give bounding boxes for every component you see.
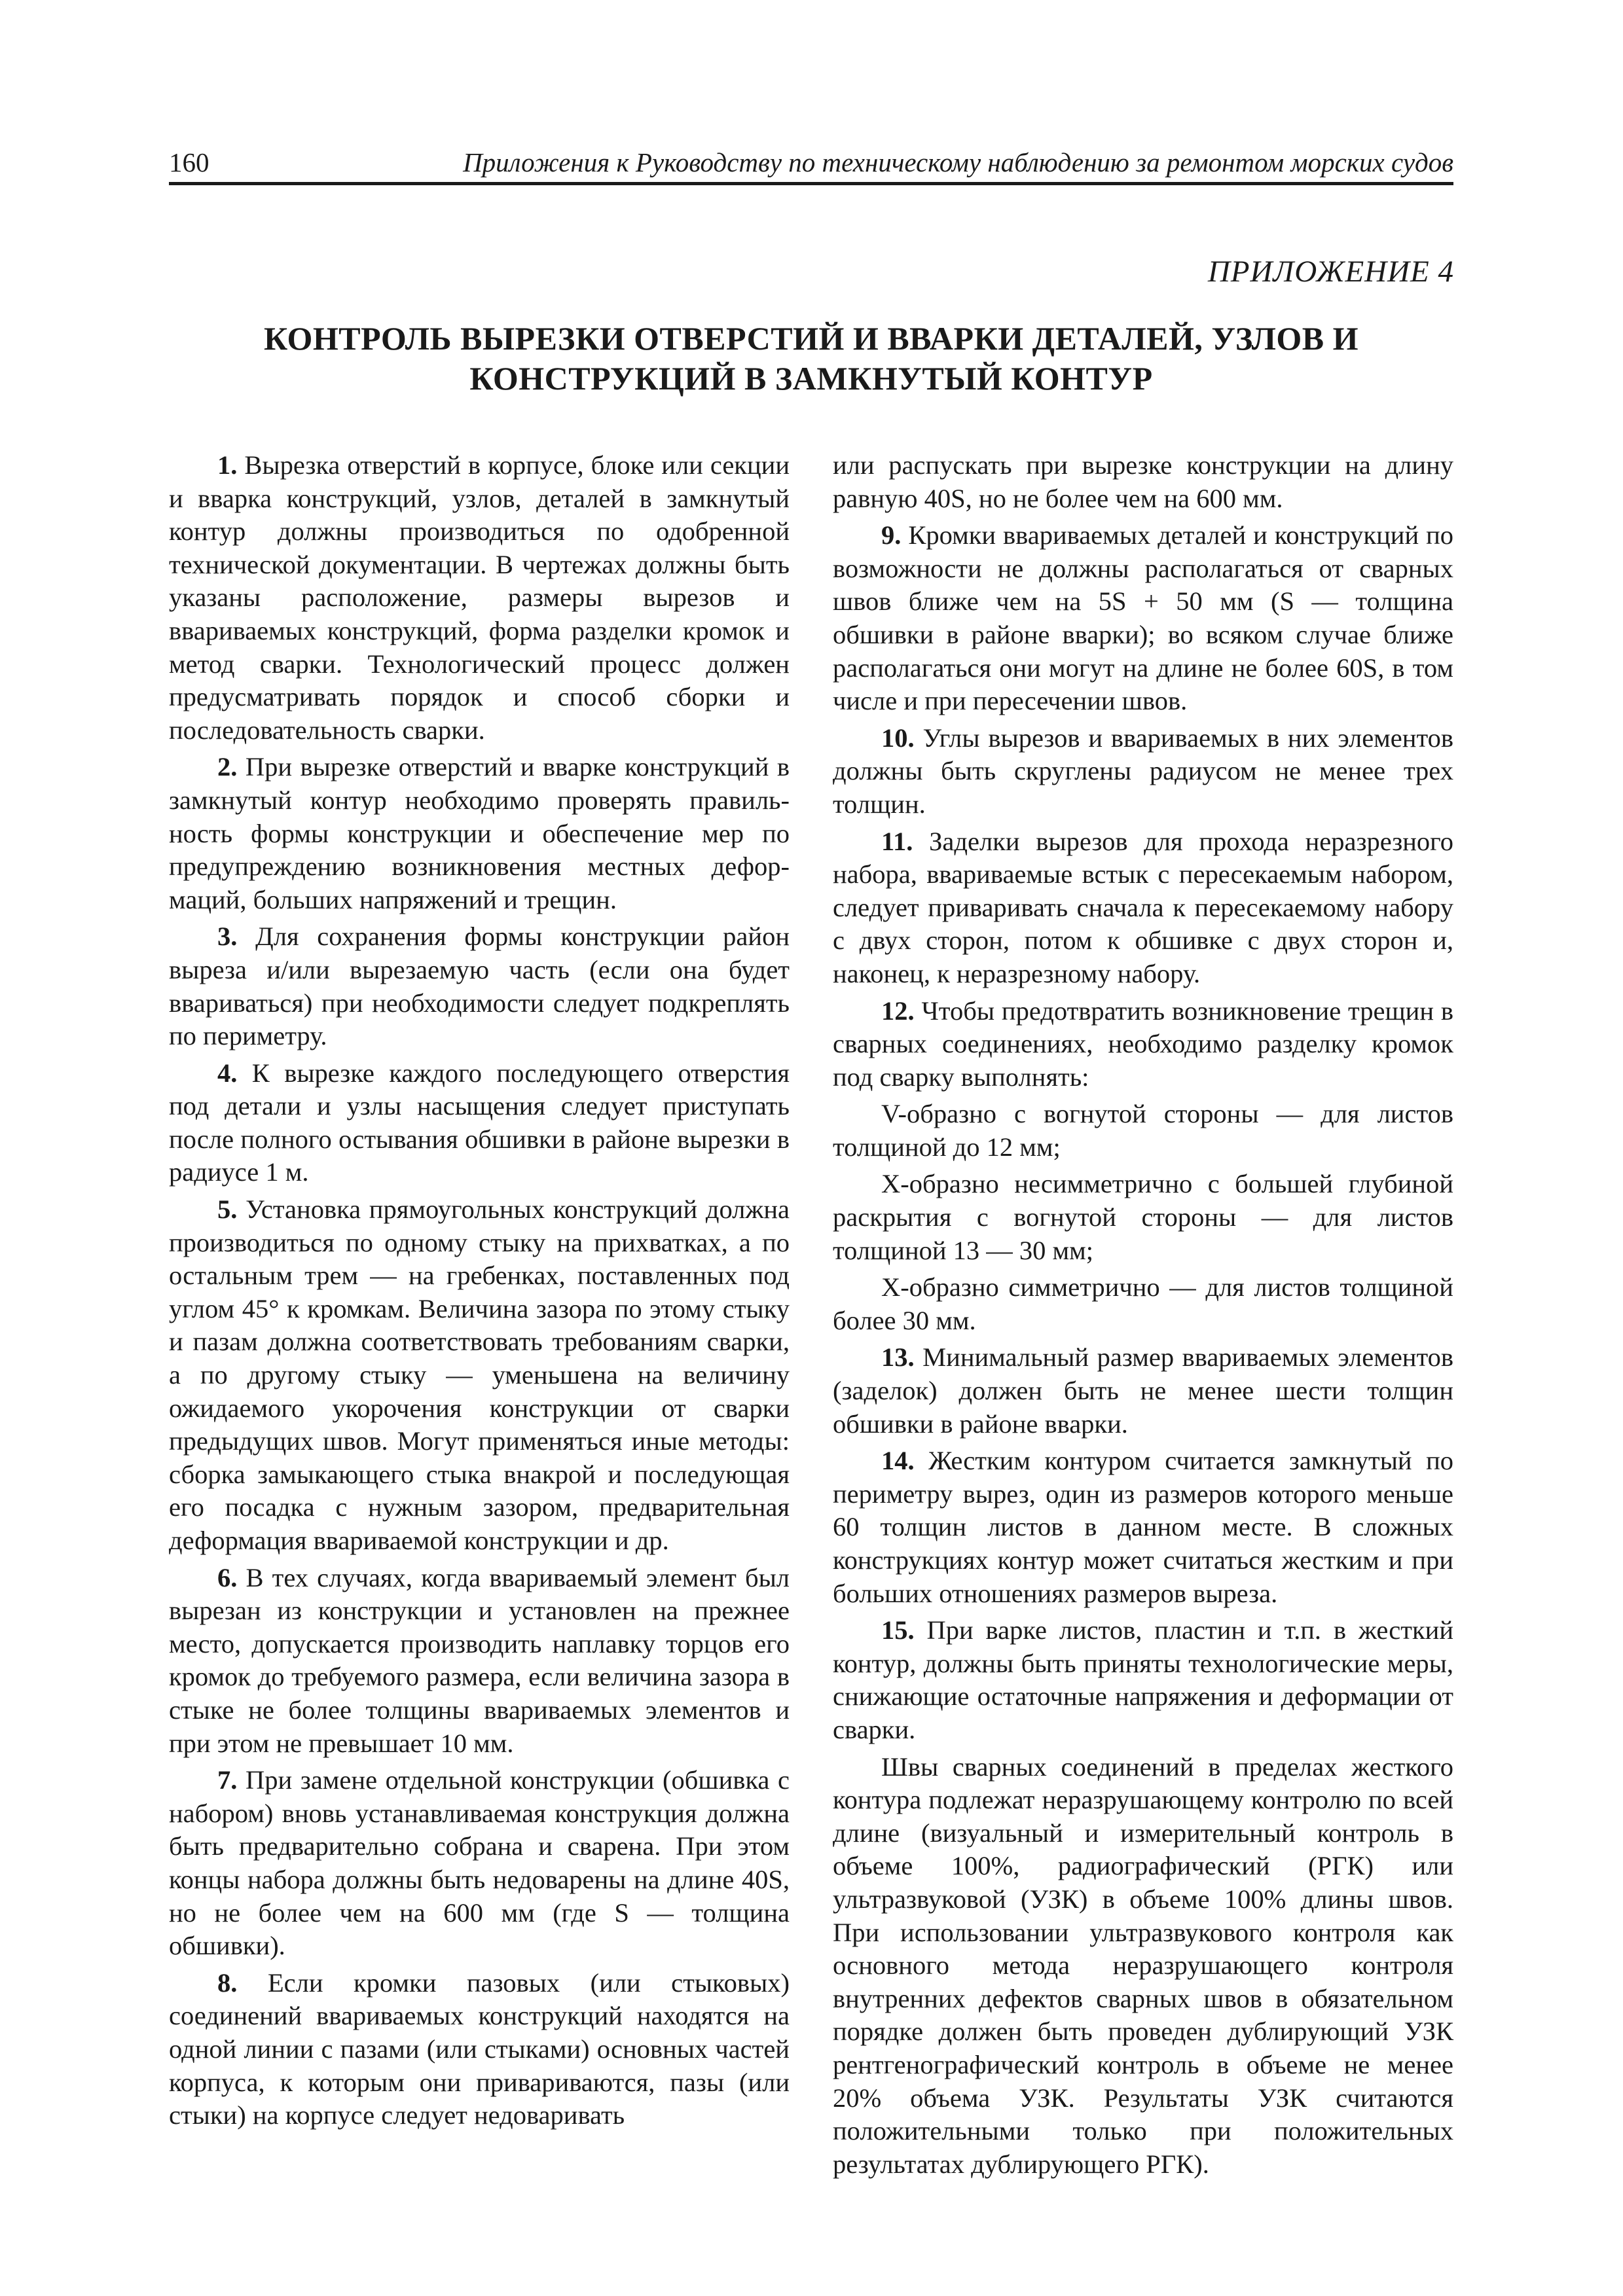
paragraph-number: 1. xyxy=(217,450,238,480)
paragraph-number: 15. xyxy=(881,1615,915,1645)
paragraph-text: При вырезке отверстий и вварке конструкций в замкнутый контур необходимо проверять правильность формы конструкции и обеспечение мер по предупреждению возникновения местных деформаций, больших напряжений и трещин. xyxy=(169,752,790,914)
paragraph xyxy=(833,1168,1453,1267)
paragraph-number: 8. xyxy=(217,1967,238,1998)
paragraph xyxy=(169,1967,790,2132)
paragraph-text: V-образно с вогнутой стороны — для листов толщиной до 12 мм; xyxy=(833,1099,1453,1162)
paragraph-number: 2. xyxy=(217,752,238,782)
paragraph xyxy=(169,1193,790,1558)
paragraph-number: 4. xyxy=(217,1058,238,1088)
paragraph-number: 6. xyxy=(217,1562,238,1592)
paragraph-number: 12. xyxy=(881,996,915,1026)
paragraph-text: Жестким контуром считается замкнутый по периметру вырез, один из размеров которого меньше 60 толщин листов в данном месте. В сложных конструкциях контур может считаться жестким и при больших отношениях размеров выреза. xyxy=(833,1446,1453,1608)
paragraph-number: 7. xyxy=(217,1765,238,1795)
paragraph xyxy=(833,1751,1453,2181)
paragraph xyxy=(833,1444,1453,1610)
running-header xyxy=(169,143,1453,185)
paragraph-number: 3. xyxy=(217,922,238,952)
paragraph-text: При замене отдельной конструкции (обшивка с набором) вновь устанавливаемая конструкция должна быть предварительно собрана и сварена. При этом концы набора должны быть недоварены на длине 40S, но не более чем на 600 мм (где S — толщина обшивки). xyxy=(169,1765,790,1961)
paragraph-number: 11. xyxy=(881,826,913,856)
paragraph-text: X-образно несимметрично с большей глубиной раскрытия с вогнутой стороны — для листов толщиной 13 — 30 мм; xyxy=(833,1169,1453,1265)
paragraph-text: В тех случаях, когда ввариваемый элемент был вырезан из конструкции и установлен на прежнее место, допускается производить наплавку торцов его кромок до требуемого размера, если величина зазора в стыке не более толщины ввариваемых элементов и при этом не превышает 10 мм. xyxy=(169,1562,790,1758)
paragraph-text: Заделки вырезов для прохода неразрезного набора, ввариваемые встык с пересекаемым набором, следует приваривать сначала к пересекаемому набору с двух сторон, потом к обшивке с двух сторон и, наконец, к неразрезному набору. xyxy=(833,826,1453,988)
page-number: 160 xyxy=(169,147,210,177)
paragraph-text: Для сохранения формы конструкции район выреза и/или вырезаемую часть (если она будет ввариваться) при необходимости следует подкреплять по периметру. xyxy=(169,922,790,1051)
paragraph xyxy=(833,1614,1453,1746)
left-column xyxy=(169,449,790,2136)
paragraph-text: Чтобы предотвратить возникновение трещин в сварных соединениях, необходимо разделку кромок под сварку выполнять: xyxy=(833,996,1453,1092)
paragraph xyxy=(833,722,1453,821)
paragraph-text: К вырезке каждого последующего отверстия под детали и узлы насыщения следует приступать после полного остывания обшивки в районе вырезки в радиусе 1 м. xyxy=(169,1058,790,1187)
paragraph-number: 13. xyxy=(881,1342,915,1372)
paragraph xyxy=(169,751,790,916)
paragraph xyxy=(169,1057,790,1189)
paragraph-text: Вырезка отверстий в корпусе, блоке или секции и вварка конструкций, узлов, деталей в замкнутый контур должны производиться по одобренной технической документации. В чертежах должны быть указаны расположение, размеры вырезов и ввариваемых конструкций, форма разделки кромок и метод сварки. Технологический процесс должен предусматривать порядок и способ сборки и последовательность сварки. xyxy=(169,450,790,745)
paragraph-text: или распускать при вырезке конструкции на длину равную 40S, но не более чем на 600 мм. xyxy=(833,450,1453,513)
appendix-label: ПРИЛОЖЕНИЕ 4 xyxy=(1207,255,1454,289)
paragraph-number: 5. xyxy=(217,1194,238,1225)
paragraph xyxy=(833,1098,1453,1164)
paragraph-number: 14. xyxy=(881,1446,915,1476)
paragraph-text: Минимальный размер ввариваемых элементов (заделок) должен быть не менее шести толщин обшивки в районе вварки. xyxy=(833,1342,1454,1439)
paragraph-text: Кромки ввариваемых деталей и конструкций по возможности не должны располагаться от сварных швов ближе чем на 5S + 50 мм (S — толщина обшивки в районе вварки); во всяком случае ближе располагаться они могут на длине не более 60S, в том числе и при пересечении швов. xyxy=(833,520,1453,716)
paragraph xyxy=(169,1562,790,1761)
document-title-line: КОНСТРУКЦИЙ В ЗАМКНУТЫЙ КОНТУР xyxy=(469,360,1153,397)
paragraph-text: При варке листов, пластин и т.п. в жесткий контур, должны быть приняты технологические меры, снижающие остаточные напряжения и деформации от сварки. xyxy=(833,1615,1454,1744)
document-title xyxy=(169,319,1453,399)
paragraph-number: 10. xyxy=(881,723,915,753)
paragraph xyxy=(833,995,1453,1094)
running-title: Приложения к Руководству по техническому наблюдению за ремонтом морских судов xyxy=(463,147,1453,177)
document-title-line: КОНТРОЛЬ ВЫРЕЗКИ ОТВЕРСТИЙ И ВВАРКИ ДЕТАЛЕЙ, УЗЛОВ И xyxy=(264,320,1359,357)
paragraph-text: Если кромки пазовых (или стыковых) соединений ввариваемых конструкций находятся на одной линии с пазами (или стыками) основных частей корпуса, к которым они привариваются, пазы (или стыки) на корпусе следует недоваривать xyxy=(169,1967,790,2130)
paragraph xyxy=(833,519,1453,718)
paragraph xyxy=(833,1271,1453,1337)
paragraph-number: 9. xyxy=(881,520,902,550)
paragraph xyxy=(833,449,1453,515)
paragraph-text: Установка прямоугольных конструкций должна производиться по одному стыку на прихватках, а по остальным трем — на гребенках, поставленных под углом 45° к кромкам. Величина зазора по этому стыку и пазам должна соответствовать требованиям сварки, а по другому стыку — уменьшена на величину ожидаемого укорочения конструкции от сварки предыдущих швов. Могут применяться иные методы: сборка замыкающего стыка внакрой и последующая его посадка с нужным зазором, предварительная деформация ввариваемой конструкции и др. xyxy=(169,1194,790,1555)
paragraph-text: Углы вырезов и ввариваемых в них элементов должны быть скруглены радиусом не менее трех толщин. xyxy=(833,723,1453,819)
paragraph xyxy=(169,449,790,747)
paragraph-text: X-образно симметрично — для листов толщиной более 30 мм. xyxy=(833,1272,1453,1335)
right-column xyxy=(833,449,1453,2185)
paragraph xyxy=(169,1764,790,1963)
paragraph xyxy=(833,825,1453,991)
paragraph-text: Швы сварных соединений в пределах жесткого контура подлежат неразрушающему контролю по всей длине (визуальный и измерительный контроль в объеме 100%, радиографический (РГК) или ультразвуковой (УЗК) в объеме 100% длины швов. При использовании ультразвукового контроля как основного метода неразрушающего контроля внутренних дефектов сварных швов в обязательном порядке должен быть проведен дублирующий УЗК рентгенографический контроль в объеме не менее 20% объема УЗК. Результаты УЗК считаются положительными только при положительных результатах дублирующего РГК). xyxy=(833,1751,1453,2179)
paragraph xyxy=(833,1341,1453,1441)
paragraph xyxy=(169,920,790,1052)
